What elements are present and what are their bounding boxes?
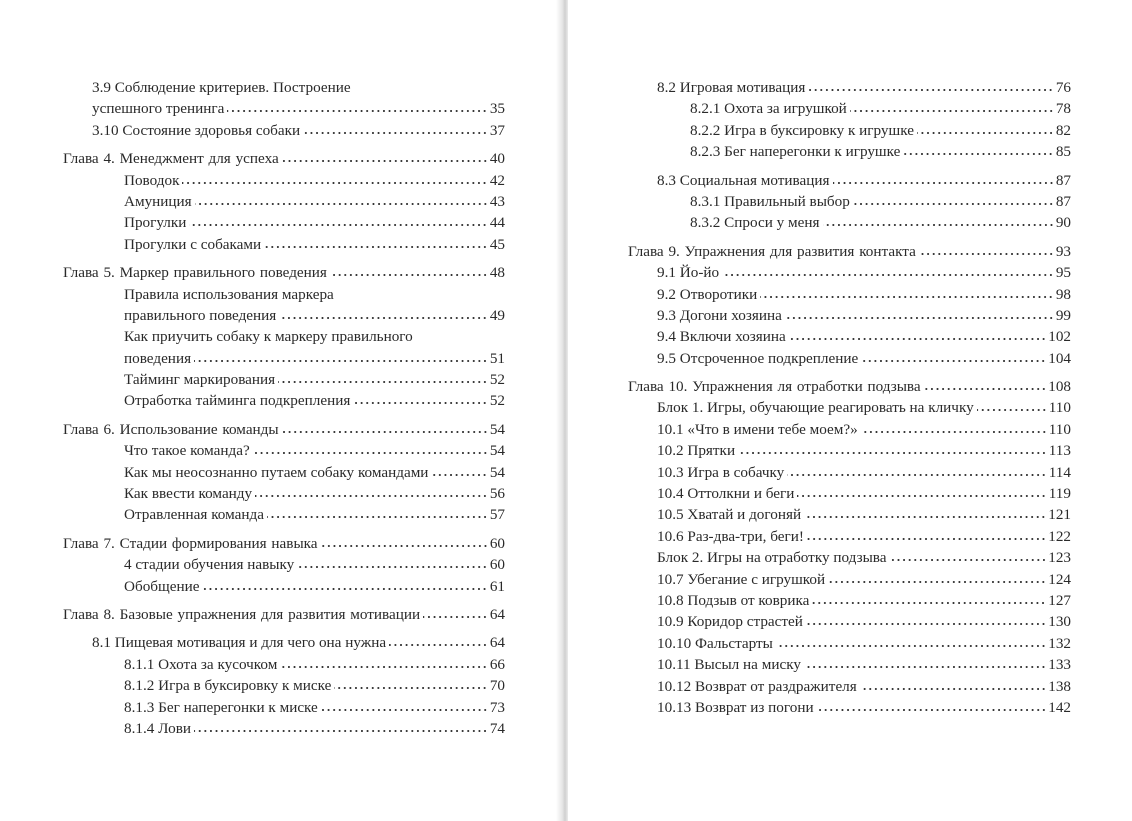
toc-entry[interactable] bbox=[628, 419, 1071, 440]
toc-group bbox=[63, 262, 505, 412]
toc-page-number: 110 bbox=[1048, 420, 1071, 438]
toc-entry-label: 8.1 Пищевая мотивация и для чего она нужна bbox=[92, 634, 387, 652]
leader-dots bbox=[808, 88, 1053, 92]
leader-dots bbox=[303, 131, 488, 135]
toc-page-number: 60 bbox=[489, 556, 505, 574]
toc-entry-label: 8.1.2 Игра в буксировку к миске bbox=[124, 677, 332, 695]
leader-dots bbox=[776, 644, 1046, 648]
toc-entry-label: Тайминг маркирования bbox=[124, 371, 276, 389]
table-of-contents-right bbox=[628, 77, 1071, 725]
toc-entry-label: Блок 1. Игры, обучающие реагировать на кличку bbox=[657, 399, 974, 417]
toc-page-number: 98 bbox=[1055, 285, 1071, 303]
leader-dots bbox=[264, 245, 488, 249]
toc-entry-line bbox=[63, 77, 505, 98]
toc-page-number: 122 bbox=[1048, 527, 1071, 545]
leader-dots bbox=[280, 665, 488, 669]
leader-dots bbox=[977, 408, 1047, 412]
toc-entry-label: Прогулки с собаками bbox=[124, 235, 262, 253]
toc-chapter-entry[interactable] bbox=[63, 604, 505, 625]
leader-dots bbox=[787, 473, 1047, 477]
leader-dots bbox=[823, 223, 1054, 227]
toc-chapter-entry[interactable] bbox=[628, 241, 1071, 262]
toc-group bbox=[63, 419, 505, 526]
toc-entry-label: 8.2.3 Бег наперегонки к игрушке bbox=[690, 143, 901, 161]
toc-entry[interactable] bbox=[628, 483, 1071, 504]
toc-entry-label: 10.4 Оттолкни и беги bbox=[657, 485, 795, 503]
toc-entry[interactable] bbox=[628, 98, 1071, 119]
toc-entry[interactable] bbox=[628, 569, 1071, 590]
toc-entry[interactable] bbox=[628, 633, 1071, 654]
leader-dots bbox=[833, 181, 1054, 185]
toc-entry-label: Как ввести команду bbox=[124, 485, 253, 503]
toc-entry-label: Амуниция bbox=[124, 192, 192, 210]
leader-dots bbox=[227, 109, 487, 113]
toc-entry[interactable] bbox=[628, 590, 1071, 611]
toc-group bbox=[63, 533, 505, 597]
toc-entry[interactable] bbox=[628, 212, 1071, 233]
leader-dots bbox=[804, 665, 1046, 669]
toc-page-number: 56 bbox=[489, 485, 505, 503]
toc-entry[interactable] bbox=[63, 390, 505, 411]
toc-entry-label: Как мы неосознанно путаем собаку командами bbox=[124, 463, 429, 481]
table-of-contents-left bbox=[63, 77, 505, 746]
toc-entry[interactable] bbox=[628, 697, 1071, 718]
leader-dots bbox=[195, 202, 488, 206]
toc-page-number: 51 bbox=[489, 349, 505, 367]
toc-group bbox=[63, 77, 505, 141]
toc-page-number: 70 bbox=[489, 677, 505, 695]
toc-entry-label: Глава 4. Менеджмент для успеха bbox=[63, 150, 279, 168]
toc-entry[interactable] bbox=[63, 98, 505, 119]
toc-entry[interactable] bbox=[63, 675, 505, 696]
toc-page-number: 54 bbox=[489, 420, 505, 438]
leader-dots bbox=[282, 430, 488, 434]
toc-group bbox=[628, 77, 1071, 163]
toc-entry-label: Как приучить собаку к маркеру правильного bbox=[124, 328, 413, 346]
leader-dots bbox=[255, 494, 488, 498]
toc-chapter-entry[interactable] bbox=[628, 376, 1071, 397]
toc-page-number: 73 bbox=[489, 698, 505, 716]
toc-entry[interactable] bbox=[63, 234, 505, 255]
toc-entry-label: Глава 6. Использование команды bbox=[63, 420, 279, 438]
leader-dots bbox=[423, 615, 488, 619]
toc-entry[interactable] bbox=[63, 504, 505, 525]
toc-entry-label: 10.7 Убегание с игрушкой bbox=[657, 570, 826, 588]
toc-page-number: 133 bbox=[1048, 656, 1071, 674]
leader-dots bbox=[722, 273, 1054, 277]
toc-page-number: 124 bbox=[1048, 570, 1071, 588]
toc-entry-label: 8.2.1 Охота за игрушкой bbox=[690, 100, 847, 118]
toc-entry-label: 10.6 Раз-два-три, беги! bbox=[657, 527, 804, 545]
leader-dots bbox=[431, 473, 487, 477]
leader-dots bbox=[828, 580, 1046, 584]
toc-page-number: 45 bbox=[489, 235, 505, 253]
toc-entry-label: 10.10 Фальстарты bbox=[657, 634, 773, 652]
toc-entry[interactable] bbox=[628, 191, 1071, 212]
toc-page-number: 114 bbox=[1048, 463, 1071, 481]
toc-entry-label: Глава 7. Стадии формирования навыка bbox=[63, 534, 318, 552]
leader-dots bbox=[917, 131, 1054, 135]
leader-dots bbox=[194, 359, 488, 363]
toc-entry[interactable] bbox=[628, 526, 1071, 547]
toc-page-number: 87 bbox=[1055, 192, 1071, 210]
toc-page-number: 110 bbox=[1048, 399, 1071, 417]
toc-entry-label: 10.9 Коридор страстей bbox=[657, 613, 803, 631]
toc-entry[interactable] bbox=[63, 305, 505, 326]
toc-page-number: 60 bbox=[489, 534, 505, 552]
leader-dots bbox=[924, 387, 1047, 391]
toc-entry-label: 10.5 Хватай и догоняй bbox=[657, 506, 802, 524]
toc-entry-line bbox=[63, 326, 505, 347]
toc-entry[interactable] bbox=[63, 191, 505, 212]
toc-entry-label: 10.12 Возврат от раздражителя bbox=[657, 677, 857, 695]
toc-page-number: 35 bbox=[489, 100, 505, 118]
leader-dots bbox=[389, 643, 488, 647]
toc-entry-label: Отработка тайминга подкрепления bbox=[124, 392, 351, 410]
toc-entry[interactable] bbox=[628, 326, 1071, 347]
toc-chapter-entry[interactable] bbox=[63, 533, 505, 554]
leader-dots bbox=[853, 202, 1054, 206]
leader-dots bbox=[353, 401, 488, 405]
leader-dots bbox=[330, 273, 488, 277]
toc-page-number: 123 bbox=[1048, 549, 1071, 567]
leader-dots bbox=[738, 451, 1047, 455]
leader-dots bbox=[890, 558, 1047, 562]
toc-entry-label: 9.3 Догони хозяина bbox=[657, 306, 782, 324]
toc-entry[interactable] bbox=[628, 284, 1071, 305]
toc-entry[interactable] bbox=[628, 348, 1071, 369]
toc-entry-label: Глава 5. Маркер правильного поведения bbox=[63, 264, 327, 282]
toc-entry-label: 10.11 Высыл на миску bbox=[657, 656, 801, 674]
toc-page-number: 61 bbox=[489, 577, 505, 595]
toc-entry-label: 3.9 Соблюдение критериев. Построение bbox=[92, 79, 351, 96]
toc-entry-label: 9.4 Включи хозяина bbox=[657, 328, 786, 346]
leader-dots bbox=[812, 601, 1046, 605]
leader-dots bbox=[797, 494, 1046, 498]
leader-dots bbox=[760, 295, 1054, 299]
toc-group bbox=[63, 632, 505, 739]
toc-entry[interactable] bbox=[63, 576, 505, 597]
leader-dots bbox=[785, 316, 1054, 320]
toc-page-number: 44 bbox=[489, 214, 505, 232]
toc-entry[interactable] bbox=[63, 483, 505, 504]
toc-entry-label: 10.13 Возврат из погони bbox=[657, 698, 814, 716]
toc-entry[interactable] bbox=[628, 170, 1071, 191]
toc-page-number: 64 bbox=[489, 605, 505, 623]
toc-entry[interactable] bbox=[63, 170, 505, 191]
leader-dots bbox=[189, 223, 487, 227]
toc-group bbox=[63, 604, 505, 625]
toc-page-number: 49 bbox=[489, 306, 505, 324]
toc-entry[interactable] bbox=[63, 369, 505, 390]
leader-dots bbox=[817, 708, 1047, 712]
toc-entry-label: успешного тренинга bbox=[92, 100, 225, 118]
leader-dots bbox=[282, 159, 488, 163]
toc-entry-label: 9.1 Йо-йо bbox=[657, 264, 720, 282]
leader-dots bbox=[860, 687, 1046, 691]
toc-page-number: 48 bbox=[489, 264, 505, 282]
toc-page-number: 130 bbox=[1048, 613, 1071, 631]
toc-entry-label: 8.3.2 Спроси у меня bbox=[690, 214, 820, 232]
toc-entry[interactable] bbox=[63, 697, 505, 718]
leader-dots bbox=[861, 430, 1047, 434]
toc-page-number: 138 bbox=[1048, 677, 1071, 695]
toc-group bbox=[628, 241, 1071, 369]
toc-entry[interactable] bbox=[63, 120, 505, 141]
toc-entry[interactable] bbox=[628, 547, 1071, 568]
right-page bbox=[568, 0, 1132, 821]
toc-page-number: 102 bbox=[1048, 328, 1071, 346]
toc-entry[interactable] bbox=[63, 212, 505, 233]
toc-entry-label: правильного поведения bbox=[124, 306, 277, 324]
toc-chapter-entry[interactable] bbox=[63, 419, 505, 440]
leader-dots bbox=[202, 587, 487, 591]
toc-entry[interactable] bbox=[628, 77, 1071, 98]
toc-page-number: 64 bbox=[489, 634, 505, 652]
leader-dots bbox=[182, 181, 487, 185]
toc-entry-label: 9.2 Отворотики bbox=[657, 285, 758, 303]
left-page bbox=[0, 0, 562, 821]
leader-dots bbox=[321, 708, 488, 712]
toc-entry[interactable] bbox=[628, 611, 1071, 632]
toc-entry[interactable] bbox=[63, 554, 505, 575]
toc-entry-label: Правила использования маркера bbox=[124, 285, 334, 303]
toc-page-number: 95 bbox=[1055, 264, 1071, 282]
toc-entry-label: Прогулки bbox=[124, 214, 187, 232]
toc-group bbox=[63, 148, 505, 255]
leader-dots bbox=[334, 686, 487, 690]
toc-page-number: 52 bbox=[489, 392, 505, 410]
toc-entry-label: 8.3 Социальная мотивация bbox=[657, 171, 830, 189]
toc-entry[interactable] bbox=[63, 654, 505, 675]
toc-page-number: 121 bbox=[1048, 506, 1071, 524]
leader-dots bbox=[194, 729, 488, 733]
toc-entry-label: 3.10 Состояние здоровья собаки bbox=[92, 121, 301, 139]
leader-dots bbox=[789, 337, 1046, 341]
toc-entry[interactable] bbox=[628, 141, 1071, 162]
toc-entry[interactable] bbox=[63, 718, 505, 739]
toc-page-number: 40 bbox=[489, 150, 505, 168]
toc-page-number: 78 bbox=[1055, 100, 1071, 118]
toc-entry-line bbox=[63, 284, 505, 305]
toc-page-number: 54 bbox=[489, 463, 505, 481]
toc-entry-label: 8.2.2 Игра в буксировку к игрушке bbox=[690, 121, 914, 139]
toc-entry[interactable] bbox=[628, 676, 1071, 697]
toc-entry-label: 4 стадии обучения навыку bbox=[124, 556, 295, 574]
toc-entry-label: Глава 10. Упражнения ля отработки подзыва bbox=[628, 378, 921, 396]
toc-entry[interactable] bbox=[628, 462, 1071, 483]
toc-page-number: 87 bbox=[1055, 171, 1071, 189]
toc-page-number: 57 bbox=[489, 506, 505, 524]
toc-entry-label: 8.1.4 Лови bbox=[124, 719, 191, 737]
toc-page-number: 90 bbox=[1055, 214, 1071, 232]
toc-chapter-entry[interactable] bbox=[63, 262, 505, 283]
leader-dots bbox=[321, 544, 488, 548]
toc-entry-label: Что такое команда? bbox=[124, 442, 250, 460]
leader-dots bbox=[807, 537, 1046, 541]
toc-entry-label: 10.3 Игра в собачку bbox=[657, 463, 785, 481]
toc-page-number: 85 bbox=[1055, 143, 1071, 161]
toc-group bbox=[628, 376, 1071, 718]
toc-chapter-entry[interactable] bbox=[63, 148, 505, 169]
toc-page-number: 74 bbox=[489, 719, 505, 737]
toc-entry[interactable] bbox=[628, 440, 1071, 461]
toc-entry[interactable] bbox=[628, 305, 1071, 326]
toc-page-number: 76 bbox=[1055, 79, 1071, 96]
toc-entry[interactable] bbox=[628, 397, 1071, 418]
toc-entry[interactable] bbox=[628, 654, 1071, 675]
leader-dots bbox=[278, 380, 488, 384]
toc-entry-label: 8.1.1 Охота за кусочком bbox=[124, 655, 278, 673]
leader-dots bbox=[861, 359, 1046, 363]
toc-entry-label: 10.1 «Что в имени тебе моем?» bbox=[657, 420, 858, 438]
toc-page-number: 43 bbox=[489, 192, 505, 210]
leader-dots bbox=[253, 451, 488, 455]
toc-entry-label: Отравленная команда bbox=[124, 506, 264, 524]
toc-page-number: 127 bbox=[1048, 591, 1071, 609]
toc-entry-label: Блок 2. Игры на отработку подзыва bbox=[657, 549, 887, 567]
toc-entry-label: 8.2 Игровая мотивация bbox=[657, 79, 806, 96]
toc-entry[interactable] bbox=[63, 440, 505, 461]
toc-page-number: 82 bbox=[1055, 121, 1071, 139]
toc-page-number: 142 bbox=[1048, 698, 1071, 716]
toc-entry[interactable] bbox=[628, 120, 1071, 141]
toc-page-number: 52 bbox=[489, 371, 505, 389]
leader-dots bbox=[804, 515, 1046, 519]
leader-dots bbox=[850, 109, 1054, 113]
leader-dots bbox=[279, 316, 488, 320]
toc-page-number: 54 bbox=[489, 442, 505, 460]
toc-entry-label: 8.3.1 Правильный выбор bbox=[690, 192, 850, 210]
toc-page-number: 37 bbox=[489, 121, 505, 139]
toc-page-number: 42 bbox=[489, 171, 505, 189]
toc-entry-label: Обобщение bbox=[124, 577, 200, 595]
toc-entry[interactable] bbox=[63, 462, 505, 483]
toc-page-number: 93 bbox=[1055, 242, 1071, 260]
leader-dots bbox=[919, 252, 1054, 256]
toc-entry-label: 10.2 Прятки bbox=[657, 442, 736, 460]
leader-dots bbox=[267, 515, 488, 519]
toc-entry[interactable] bbox=[628, 262, 1071, 283]
toc-entry-label: Глава 9. Упражнения для развития контакта bbox=[628, 242, 916, 260]
toc-entry-label: 9.5 Отсроченное подкрепление bbox=[657, 349, 859, 367]
toc-group bbox=[628, 170, 1071, 234]
leader-dots bbox=[903, 152, 1053, 156]
toc-page-number: 108 bbox=[1048, 378, 1071, 396]
toc-entry-label: 8.1.3 Бег наперегонки к миске bbox=[124, 698, 318, 716]
leader-dots bbox=[297, 565, 488, 569]
toc-page-number: 66 bbox=[489, 655, 505, 673]
toc-page-number: 104 bbox=[1048, 349, 1071, 367]
toc-entry[interactable] bbox=[628, 504, 1071, 525]
toc-entry-label: поведения bbox=[124, 349, 192, 367]
toc-page-number: 132 bbox=[1048, 634, 1071, 652]
toc-entry-label: Поводок bbox=[124, 171, 180, 189]
toc-page-number: 119 bbox=[1048, 485, 1071, 503]
toc-page-number: 99 bbox=[1055, 306, 1071, 324]
toc-entry-label: Глава 8. Базовые упражнения для развития мотивации bbox=[63, 605, 421, 623]
toc-entry-label: 10.8 Подзыв от коврика bbox=[657, 591, 810, 609]
toc-entry[interactable] bbox=[63, 632, 505, 653]
toc-page-number: 113 bbox=[1048, 442, 1071, 460]
leader-dots bbox=[806, 622, 1046, 626]
toc-entry[interactable] bbox=[63, 348, 505, 369]
